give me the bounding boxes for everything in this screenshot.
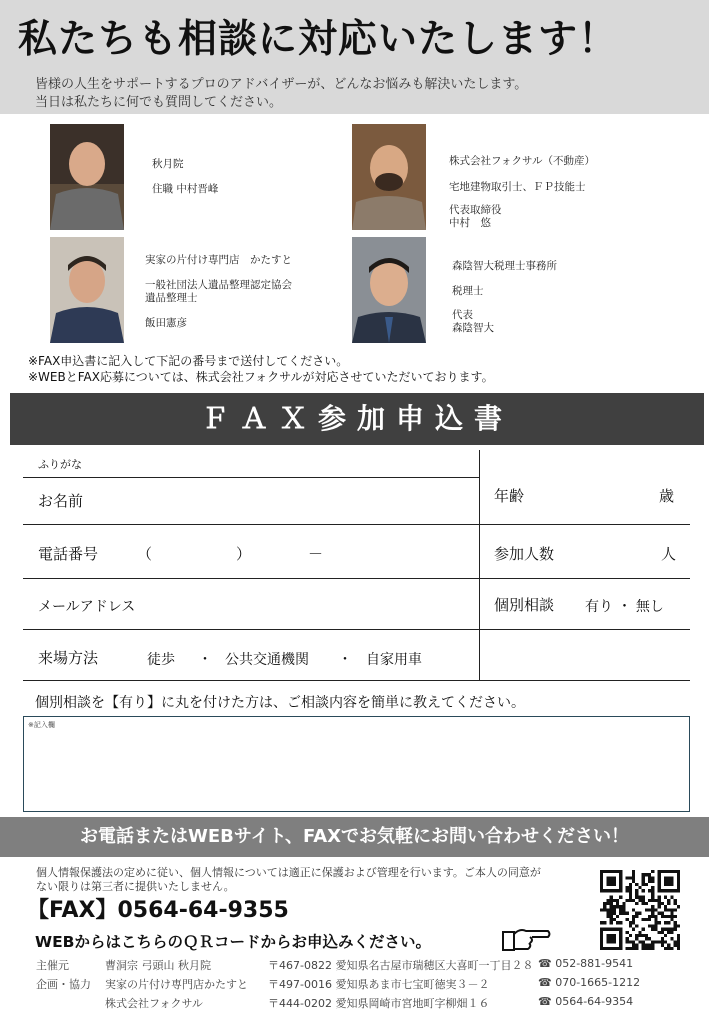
divider	[23, 524, 690, 525]
advisor-4-line-1: 森陰智大税理士事務所	[452, 260, 557, 272]
consult-box-hint: ※記入欄	[28, 721, 55, 729]
consult-label: 個別相談	[494, 596, 555, 614]
consult-options[interactable]: 有り ・ 無し	[585, 599, 664, 615]
pointing-hand-icon	[500, 923, 552, 957]
advisor-2-line-1: 株式会社フォクサル（不動産）	[449, 155, 595, 167]
footer-phone-2: ☎ 070-1665-1212	[538, 976, 641, 989]
phone-dash: －	[308, 545, 324, 563]
email-label[interactable]: メールアドレス	[38, 599, 136, 615]
privacy-line-1: 個人情報保護法の定めに従い、個人情報については適正に保護および管理を行います。ご本人の同意が	[36, 866, 541, 879]
footer-role-organizer: 主催元	[36, 959, 69, 972]
fax-number: 【FAX】0564-64-9355	[27, 898, 289, 923]
arrival-option-walk[interactable]: 徒歩	[147, 652, 175, 668]
name-label[interactable]: お名前	[38, 492, 84, 510]
arrival-option-car[interactable]: 自家用車	[366, 652, 422, 668]
note-line-1: ※FAX申込書に記入して下記の番号まで送付してください。	[28, 354, 349, 368]
advisor-3-line-1: 実家の片付け専門店 かたすと	[145, 254, 292, 266]
form-title: ＦＡＸ参加申込書	[200, 402, 513, 435]
advisor-1-line-1: 秋月院	[152, 158, 184, 170]
advisor-photo	[50, 124, 124, 230]
consult-textarea[interactable]	[23, 716, 690, 812]
qr-code[interactable]	[600, 870, 680, 954]
advisor-2-line-2: 宅地建物取引士、ＦＰ技能士	[449, 181, 586, 193]
advisor-1-line-2: 住職 中村晋峰	[152, 183, 219, 195]
advisor-3-line-4: 飯田憲彦	[145, 317, 187, 329]
intro-line-1: 皆様の人生をサポートするプロのアドバイザーが、どんなお悩みも解決いたします。	[35, 77, 528, 92]
advisor-3-line-3: 遺品整理士	[145, 292, 198, 304]
note-line-2: ※WEBとFAX応募については、株式会社フォクサルが対応させていただいております。	[28, 370, 494, 384]
age-unit: 歳	[659, 487, 675, 505]
consult-prompt: 個別相談を【有り】に丸を付けた方は、ご相談内容を簡単に教えてください。	[35, 695, 525, 711]
page-title: 私たちも相談に対応いたします！	[18, 17, 619, 62]
participants-label[interactable]: 参加人数	[494, 545, 555, 563]
age-label[interactable]: 年齢	[494, 487, 525, 505]
advisor-photo	[352, 237, 426, 343]
contact-banner: お電話またはWEBサイト、FAXでお気軽にお問い合わせください！	[79, 826, 630, 847]
advisor-photo	[50, 237, 124, 343]
divider	[23, 578, 690, 579]
advisor-2-line-4: 中村 悠	[449, 217, 491, 229]
advisor-photo	[352, 124, 426, 230]
web-instruction: WEBからはこちらのＱＲコードからお申込みください。	[35, 933, 432, 951]
phone-paren-close: ）	[236, 545, 252, 563]
advisor-4-line-3: 代表	[452, 309, 473, 321]
footer-org-2: 実家の片付け専門店かたすと	[105, 978, 248, 991]
participants-unit: 人	[661, 545, 677, 563]
phone-paren-open: （	[137, 545, 153, 563]
divider	[23, 680, 690, 681]
footer-address-2: 〒497-0016 愛知県あま市七宝町徳実３－２	[268, 978, 490, 991]
advisor-4-line-4: 森陰智大	[452, 322, 494, 334]
advisor-2-line-3: 代表取締役	[449, 204, 502, 216]
arrival-option-transit[interactable]: 公共交通機関	[225, 652, 309, 668]
phone-label[interactable]: 電話番号	[38, 545, 99, 563]
footer-phone-3: ☎ 0564-64-9354	[538, 995, 634, 1008]
furigana-label: ふりがな	[38, 458, 82, 471]
privacy-line-2: ない限りは第三者に提供いたしません。	[36, 880, 235, 893]
arrival-separator: ・	[198, 652, 212, 668]
intro-line-2: 当日は私たちに何でも質問してください。	[35, 95, 283, 110]
footer-org-3: 株式会社フォクサル	[105, 997, 203, 1010]
advisor-4-line-2: 税理士	[452, 285, 484, 297]
divider	[479, 450, 480, 680]
arrival-separator: ・	[338, 652, 352, 668]
footer-address-3: 〒444-0202 愛知県岡崎市宮地町字柳畑１６	[268, 997, 490, 1010]
divider	[23, 629, 690, 630]
footer-org-1: 曹洞宗 弓頭山 秋月院	[105, 959, 211, 972]
advisor-3-line-2: 一般社団法人遺品整理認定協会	[145, 279, 292, 291]
footer-address-1: 〒467-0822 愛知県名古屋市瑞穂区大喜町一丁目２８	[268, 959, 534, 972]
footer-phone-1: ☎ 052-881-9541	[538, 957, 634, 970]
divider	[23, 477, 479, 478]
arrival-label: 来場方法	[38, 649, 99, 667]
footer-role-partner: 企画・協力	[36, 978, 91, 991]
